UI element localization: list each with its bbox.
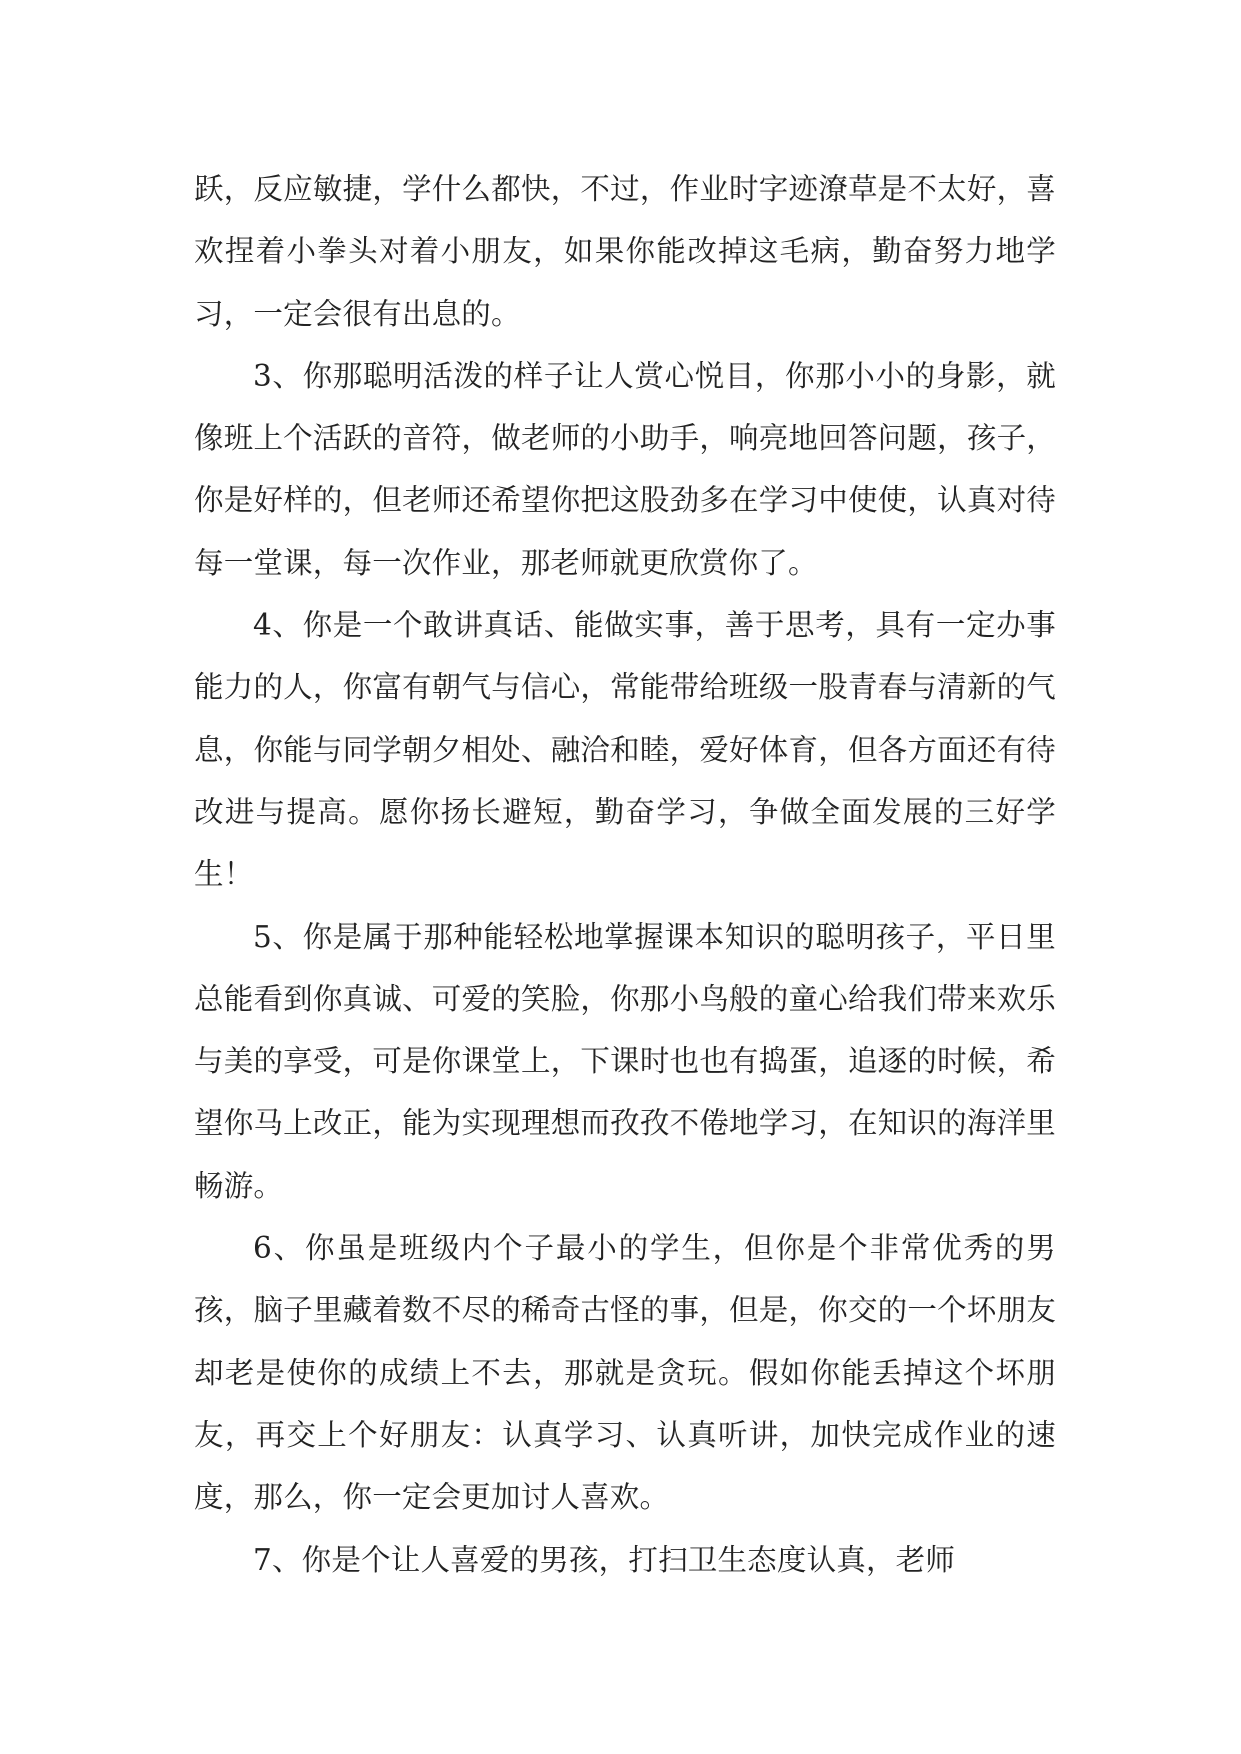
paragraph-comment-4: 4、你是一个敢讲真话、能做实事，善于思考，具有一定办事能力的人，你富有朝气与信心，常能带给班级一股青春与清新的气息，你能与同学朝夕相处、融洽和睦，爱好体育，但各方面还有待改进与提高。愿你扬长避短，勤奋学习，争做全面发展的三好学生！ [194, 608, 1056, 892]
paragraph-comment-6: 6、你虽是班级内个子最小的学生，但你是个非常优秀的男孩，脑子里藏着数不尽的稀奇古怪的事，但是，你交的一个坏朋友却老是使你的成绩上不去，那就是贪玩。假如你能丢掉这个坏朋友，再交上个好朋友：认真学习、认真听讲，加快完成作业的速度，那么，你一定会更加讨人喜欢。 [194, 1231, 1056, 1515]
paragraph-comment-3: 3、你那聪明活泼的样子让人赏心悦目，你那小小的身影，就像班上个活跃的音符，做老师的小助手，响亮地回答问题，孩子，你是好样的，但老师还希望你把这股劲多在学习中使使，认真对待每一堂课，每一次作业，那老师就更欣赏你了。 [194, 358, 1056, 580]
paragraph-continued: 跃，反应敏捷，学什么都快，不过，作业时字迹潦草是不太好，喜欢捏着小拳头对着小朋友，如果你能改掉这毛病，勤奋努力地学习，一定会很有出息的。 [194, 172, 1056, 331]
paragraph-comment-7: 7、你是个让人喜爱的男孩，打扫卫生态度认真，老师 [253, 1542, 956, 1577]
paragraph-comment-5: 5、你是属于那种能轻松地掌握课本知识的聪明孩子，平日里总能看到你真诚、可爱的笑脸，你那小鸟般的童心给我们带来欢乐与美的享受，可是你课堂上，下课时也也有捣蛋，追逐的时候，希望你马上改正，能为实现理想而孜孜不倦地学习，在知识的海洋里畅游。 [194, 919, 1056, 1203]
document-body [194, 158, 1056, 1591]
